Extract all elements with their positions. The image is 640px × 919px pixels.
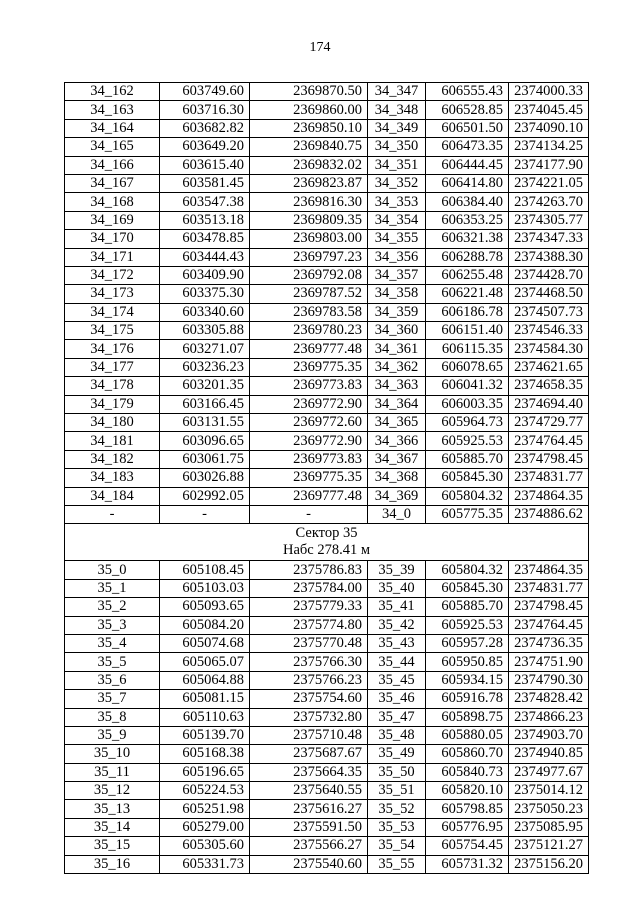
y-coord-cell: 2375050.23 [509, 800, 589, 818]
y-coord-cell: 2375566.27 [250, 837, 368, 855]
x-coord-cell: 605084.20 [160, 616, 250, 634]
x-coord-cell: 605964.73 [426, 414, 509, 432]
point-id-cell: 34_349 [368, 119, 426, 137]
y-coord-cell: 2374790.30 [509, 671, 589, 689]
point-id-cell: 34_164 [65, 119, 160, 137]
x-coord-cell: 606255.48 [426, 266, 509, 284]
y-coord-cell: 2375640.55 [250, 782, 368, 800]
x-coord-cell: 605775.35 [426, 505, 509, 523]
y-coord-cell: 2374940.85 [509, 745, 589, 763]
y-coord-cell: 2375766.30 [250, 653, 368, 671]
table-row [65, 377, 589, 395]
x-coord-cell: 606288.78 [426, 248, 509, 266]
point-id-cell: 34_359 [368, 303, 426, 321]
point-id-cell: 35_11 [65, 763, 160, 781]
x-coord-cell: 603749.60 [160, 83, 250, 101]
point-id-cell: 34_170 [65, 230, 160, 248]
point-id-cell: 35_51 [368, 782, 426, 800]
point-id-cell: 34_172 [65, 266, 160, 284]
y-coord-cell: 2375014.12 [509, 782, 589, 800]
section-header [65, 524, 589, 561]
table-row [65, 469, 589, 487]
point-id-cell: 34_367 [368, 450, 426, 468]
point-id-cell: 34_179 [65, 395, 160, 413]
point-id-cell: 34_173 [65, 285, 160, 303]
y-coord-cell: 2374828.42 [509, 690, 589, 708]
page-number: 174 [309, 40, 331, 55]
y-coord-cell: 2375754.60 [250, 690, 368, 708]
x-coord-cell: 603201.35 [160, 377, 250, 395]
x-coord-cell: 605251.98 [160, 800, 250, 818]
x-coord-cell: 605804.32 [426, 487, 509, 505]
point-id-cell: 35_50 [368, 763, 426, 781]
y-coord-cell: 2375766.23 [250, 671, 368, 689]
y-coord-cell: 2374903.70 [509, 726, 589, 744]
y-coord-cell: 2374305.77 [509, 211, 589, 229]
point-id-cell: 34_356 [368, 248, 426, 266]
point-id-cell: 35_16 [65, 855, 160, 873]
table-row [65, 579, 589, 597]
y-coord-cell: 2374090.10 [509, 119, 589, 137]
x-coord-cell: 605103.03 [160, 579, 250, 597]
x-coord-cell: 603340.60 [160, 303, 250, 321]
table-body-bottom [65, 561, 589, 874]
table-row [65, 83, 589, 101]
y-coord-cell: 2369772.60 [250, 414, 368, 432]
x-coord-cell: 606221.48 [426, 285, 509, 303]
x-coord-cell: 606186.78 [426, 303, 509, 321]
table-row [65, 248, 589, 266]
point-id-cell: 35_55 [368, 855, 426, 873]
point-id-cell: 34_365 [368, 414, 426, 432]
x-coord-cell: 605840.73 [426, 763, 509, 781]
table-row [65, 101, 589, 119]
point-id-cell: 34_348 [368, 101, 426, 119]
x-coord-cell: 602992.05 [160, 487, 250, 505]
table-row [65, 285, 589, 303]
y-coord-cell: 2369777.48 [250, 340, 368, 358]
x-coord-cell: 606528.85 [426, 101, 509, 119]
point-id-cell: 34_366 [368, 432, 426, 450]
y-coord-cell: - [250, 505, 368, 523]
point-id-cell: 34_361 [368, 340, 426, 358]
point-id-cell: 35_52 [368, 800, 426, 818]
table-row [65, 266, 589, 284]
y-coord-cell: 2369809.35 [250, 211, 368, 229]
y-coord-cell: 2369850.10 [250, 119, 368, 137]
x-coord-cell: 605776.95 [426, 818, 509, 836]
table-row [65, 432, 589, 450]
x-coord-cell: 605754.45 [426, 837, 509, 855]
table-row [65, 855, 589, 873]
point-id-cell: 34_167 [65, 174, 160, 192]
x-coord-cell: 606151.40 [426, 322, 509, 340]
y-coord-cell: 2375156.20 [509, 855, 589, 873]
y-coord-cell: 2375786.83 [250, 561, 368, 579]
y-coord-cell: 2369773.83 [250, 450, 368, 468]
y-coord-cell: 2369780.23 [250, 322, 368, 340]
table-row [65, 726, 589, 744]
section-row [65, 524, 589, 561]
x-coord-cell: 603236.23 [160, 358, 250, 376]
y-coord-cell: 2374621.65 [509, 358, 589, 376]
y-coord-cell: 2374831.77 [509, 579, 589, 597]
table-row [65, 598, 589, 616]
table-row [65, 395, 589, 413]
point-id-cell: 34_184 [65, 487, 160, 505]
point-id-cell: 35_5 [65, 653, 160, 671]
x-coord-cell: 603305.88 [160, 322, 250, 340]
x-coord-cell: 605804.32 [426, 561, 509, 579]
y-coord-cell: 2374658.35 [509, 377, 589, 395]
x-coord-cell: 605934.15 [426, 671, 509, 689]
point-id-cell: 35_42 [368, 616, 426, 634]
y-coord-cell: 2374507.73 [509, 303, 589, 321]
x-coord-cell: 606501.50 [426, 119, 509, 137]
table-row [65, 708, 589, 726]
point-id-cell: 35_9 [65, 726, 160, 744]
point-id-cell: 35_47 [368, 708, 426, 726]
point-id-cell: 34_352 [368, 174, 426, 192]
y-coord-cell: 2375710.48 [250, 726, 368, 744]
x-coord-cell: 605798.85 [426, 800, 509, 818]
table-row [65, 138, 589, 156]
table-row [65, 837, 589, 855]
x-coord-cell: 603682.82 [160, 119, 250, 137]
point-id-cell: 34_175 [65, 322, 160, 340]
table-row [65, 156, 589, 174]
y-coord-cell: 2369860.00 [250, 101, 368, 119]
point-id-cell: 34_350 [368, 138, 426, 156]
y-coord-cell: 2369775.35 [250, 358, 368, 376]
point-id-cell: 34_168 [65, 193, 160, 211]
x-coord-cell: 605093.65 [160, 598, 250, 616]
x-coord-cell: 603026.88 [160, 469, 250, 487]
section-height-label: Набс 278.41 м [282, 542, 371, 559]
point-id-cell: 34_171 [65, 248, 160, 266]
y-coord-cell: 2369787.52 [250, 285, 368, 303]
point-id-cell: 35_2 [65, 598, 160, 616]
x-coord-cell: 603061.75 [160, 450, 250, 468]
y-coord-cell: 2374177.90 [509, 156, 589, 174]
x-coord-cell: 603096.65 [160, 432, 250, 450]
x-coord-cell: 606003.35 [426, 395, 509, 413]
y-coord-cell: 2375774.80 [250, 616, 368, 634]
point-id-cell: 34_363 [368, 377, 426, 395]
y-coord-cell: 2375616.27 [250, 800, 368, 818]
x-coord-cell: 605110.63 [160, 708, 250, 726]
x-coord-cell: 605168.38 [160, 745, 250, 763]
x-coord-cell: 605845.30 [426, 469, 509, 487]
point-id-cell: 35_41 [368, 598, 426, 616]
table-row [65, 561, 589, 579]
x-coord-cell: 606414.80 [426, 174, 509, 192]
x-coord-cell: 606041.32 [426, 377, 509, 395]
y-coord-cell: 2374263.70 [509, 193, 589, 211]
table-row [65, 119, 589, 137]
point-id-cell: 34_347 [368, 83, 426, 101]
table-row [65, 414, 589, 432]
y-coord-cell: 2375121.27 [509, 837, 589, 855]
x-coord-cell: 606078.65 [426, 358, 509, 376]
table-row [65, 211, 589, 229]
y-coord-cell: 2374347.33 [509, 230, 589, 248]
table-row [65, 690, 589, 708]
point-id-cell: - [65, 505, 160, 523]
x-coord-cell: 605196.65 [160, 763, 250, 781]
y-coord-cell: 2374764.45 [509, 616, 589, 634]
y-coord-cell: 2375732.80 [250, 708, 368, 726]
point-id-cell: 35_53 [368, 818, 426, 836]
y-coord-cell: 2375085.95 [509, 818, 589, 836]
x-coord-cell: 603131.55 [160, 414, 250, 432]
point-id-cell: 34_169 [65, 211, 160, 229]
point-id-cell: 35_8 [65, 708, 160, 726]
point-id-cell: 35_6 [65, 671, 160, 689]
table-row [65, 745, 589, 763]
y-coord-cell: 2374798.45 [509, 598, 589, 616]
y-coord-cell: 2369832.02 [250, 156, 368, 174]
point-id-cell: 34_354 [368, 211, 426, 229]
y-coord-cell: 2369783.58 [250, 303, 368, 321]
x-coord-cell: 605916.78 [426, 690, 509, 708]
x-coord-cell: 605065.07 [160, 653, 250, 671]
section-title: Сектор 35 [295, 525, 358, 542]
y-coord-cell: 2374751.90 [509, 653, 589, 671]
y-coord-cell: 2369777.48 [250, 487, 368, 505]
table-row [65, 174, 589, 192]
point-id-cell: 35_39 [368, 561, 426, 579]
point-id-cell: 34_362 [368, 358, 426, 376]
table-row [65, 193, 589, 211]
table-row [65, 487, 589, 505]
x-coord-cell: 605885.70 [426, 450, 509, 468]
x-coord-cell: 603581.45 [160, 174, 250, 192]
point-id-cell: 35_48 [368, 726, 426, 744]
y-coord-cell: 2375784.00 [250, 579, 368, 597]
y-coord-cell: 2369792.08 [250, 266, 368, 284]
table-row [65, 358, 589, 376]
x-coord-cell: 603166.45 [160, 395, 250, 413]
y-coord-cell: 2369773.83 [250, 377, 368, 395]
x-coord-cell: 605731.32 [426, 855, 509, 873]
y-coord-cell: 2369840.75 [250, 138, 368, 156]
point-id-cell: 34_163 [65, 101, 160, 119]
table-row [65, 800, 589, 818]
y-coord-cell: 2374977.67 [509, 763, 589, 781]
point-id-cell: 34_368 [368, 469, 426, 487]
y-coord-cell: 2374428.70 [509, 266, 589, 284]
y-coord-cell: 2374045.45 [509, 101, 589, 119]
x-coord-cell: 606384.40 [426, 193, 509, 211]
point-id-cell: 34_0 [368, 505, 426, 523]
point-id-cell: 34_165 [65, 138, 160, 156]
x-coord-cell: 605957.28 [426, 634, 509, 652]
y-coord-cell: 2375664.35 [250, 763, 368, 781]
x-coord-cell: 605885.70 [426, 598, 509, 616]
y-coord-cell: 2374831.77 [509, 469, 589, 487]
x-coord-cell: 606115.35 [426, 340, 509, 358]
x-coord-cell: 603271.07 [160, 340, 250, 358]
point-id-cell: 35_10 [65, 745, 160, 763]
point-id-cell: 34_166 [65, 156, 160, 174]
coordinates-table [64, 82, 589, 874]
y-coord-cell: 2374134.25 [509, 138, 589, 156]
y-coord-cell: 2369775.35 [250, 469, 368, 487]
y-coord-cell: 2374886.62 [509, 505, 589, 523]
x-coord-cell: 605331.73 [160, 855, 250, 873]
x-coord-cell: 603615.40 [160, 156, 250, 174]
point-id-cell: 35_3 [65, 616, 160, 634]
point-id-cell: 35_45 [368, 671, 426, 689]
point-id-cell: 35_1 [65, 579, 160, 597]
y-coord-cell: 2374388.30 [509, 248, 589, 266]
point-id-cell: 35_54 [368, 837, 426, 855]
point-id-cell: 35_13 [65, 800, 160, 818]
y-coord-cell: 2369816.30 [250, 193, 368, 211]
x-coord-cell: 605845.30 [426, 579, 509, 597]
x-coord-cell: 606444.45 [426, 156, 509, 174]
x-coord-cell: 605950.85 [426, 653, 509, 671]
point-id-cell: 34_174 [65, 303, 160, 321]
x-coord-cell: 605074.68 [160, 634, 250, 652]
point-id-cell: 34_364 [368, 395, 426, 413]
y-coord-cell: 2374000.33 [509, 83, 589, 101]
point-id-cell: 35_44 [368, 653, 426, 671]
point-id-cell: 34_183 [65, 469, 160, 487]
section-cell [65, 524, 589, 561]
point-id-cell: 34_182 [65, 450, 160, 468]
point-id-cell: 34_360 [368, 322, 426, 340]
table-row [65, 230, 589, 248]
x-coord-cell: 605925.53 [426, 432, 509, 450]
y-coord-cell: 2369772.90 [250, 432, 368, 450]
table-row [65, 303, 589, 321]
x-coord-cell: 603547.38 [160, 193, 250, 211]
table-row [65, 450, 589, 468]
x-coord-cell: 605820.10 [426, 782, 509, 800]
x-coord-cell: 603409.90 [160, 266, 250, 284]
y-coord-cell: 2375540.60 [250, 855, 368, 873]
point-id-cell: 34_351 [368, 156, 426, 174]
x-coord-cell: 605898.75 [426, 708, 509, 726]
x-coord-cell: 606473.35 [426, 138, 509, 156]
y-coord-cell: 2369797.23 [250, 248, 368, 266]
point-id-cell: 34_369 [368, 487, 426, 505]
table-row [65, 653, 589, 671]
table-body-top [65, 83, 589, 524]
x-coord-cell: 603649.20 [160, 138, 250, 156]
x-coord-cell: 603444.43 [160, 248, 250, 266]
table-row [65, 782, 589, 800]
y-coord-cell: 2374694.40 [509, 395, 589, 413]
x-coord-cell: 606555.43 [426, 83, 509, 101]
x-coord-cell: 603513.18 [160, 211, 250, 229]
x-coord-cell: 605860.70 [426, 745, 509, 763]
y-coord-cell: 2375687.67 [250, 745, 368, 763]
y-coord-cell: 2369772.90 [250, 395, 368, 413]
table-row [65, 340, 589, 358]
x-coord-cell: 603375.30 [160, 285, 250, 303]
y-coord-cell: 2374468.50 [509, 285, 589, 303]
point-id-cell: 34_180 [65, 414, 160, 432]
x-coord-cell: 605925.53 [426, 616, 509, 634]
y-coord-cell: 2369823.87 [250, 174, 368, 192]
y-coord-cell: 2374864.35 [509, 487, 589, 505]
y-coord-cell: 2374764.45 [509, 432, 589, 450]
y-coord-cell: 2374546.33 [509, 322, 589, 340]
point-id-cell: 35_49 [368, 745, 426, 763]
y-coord-cell: 2375770.48 [250, 634, 368, 652]
x-coord-cell: 605279.00 [160, 818, 250, 836]
y-coord-cell: 2374221.05 [509, 174, 589, 192]
point-id-cell: 35_12 [65, 782, 160, 800]
y-coord-cell: 2369803.00 [250, 230, 368, 248]
x-coord-cell: 606321.38 [426, 230, 509, 248]
x-coord-cell: 605305.60 [160, 837, 250, 855]
y-coord-cell: 2374584.30 [509, 340, 589, 358]
x-coord-cell: 605139.70 [160, 726, 250, 744]
y-coord-cell: 2374736.35 [509, 634, 589, 652]
table-row [65, 616, 589, 634]
x-coord-cell: - [160, 505, 250, 523]
point-id-cell: 35_43 [368, 634, 426, 652]
x-coord-cell: 605081.15 [160, 690, 250, 708]
x-coord-cell: 603478.85 [160, 230, 250, 248]
point-id-cell: 34_176 [65, 340, 160, 358]
table-row [65, 634, 589, 652]
x-coord-cell: 605880.05 [426, 726, 509, 744]
table-row [65, 322, 589, 340]
point-id-cell: 34_353 [368, 193, 426, 211]
point-id-cell: 34_358 [368, 285, 426, 303]
point-id-cell: 34_178 [65, 377, 160, 395]
table-row [65, 763, 589, 781]
point-id-cell: 35_7 [65, 690, 160, 708]
table-row [65, 505, 589, 523]
point-id-cell: 34_162 [65, 83, 160, 101]
y-coord-cell: 2369870.50 [250, 83, 368, 101]
y-coord-cell: 2374798.45 [509, 450, 589, 468]
table-row [65, 818, 589, 836]
point-id-cell: 35_14 [65, 818, 160, 836]
y-coord-cell: 2375779.33 [250, 598, 368, 616]
point-id-cell: 35_40 [368, 579, 426, 597]
x-coord-cell: 603716.30 [160, 101, 250, 119]
y-coord-cell: 2374864.35 [509, 561, 589, 579]
point-id-cell: 34_181 [65, 432, 160, 450]
point-id-cell: 34_177 [65, 358, 160, 376]
x-coord-cell: 606353.25 [426, 211, 509, 229]
table-row [65, 671, 589, 689]
point-id-cell: 35_46 [368, 690, 426, 708]
y-coord-cell: 2375591.50 [250, 818, 368, 836]
point-id-cell: 34_355 [368, 230, 426, 248]
point-id-cell: 34_357 [368, 266, 426, 284]
y-coord-cell: 2374866.23 [509, 708, 589, 726]
point-id-cell: 35_0 [65, 561, 160, 579]
point-id-cell: 35_15 [65, 837, 160, 855]
y-coord-cell: 2374729.77 [509, 414, 589, 432]
x-coord-cell: 605108.45 [160, 561, 250, 579]
x-coord-cell: 605064.88 [160, 671, 250, 689]
point-id-cell: 35_4 [65, 634, 160, 652]
x-coord-cell: 605224.53 [160, 782, 250, 800]
